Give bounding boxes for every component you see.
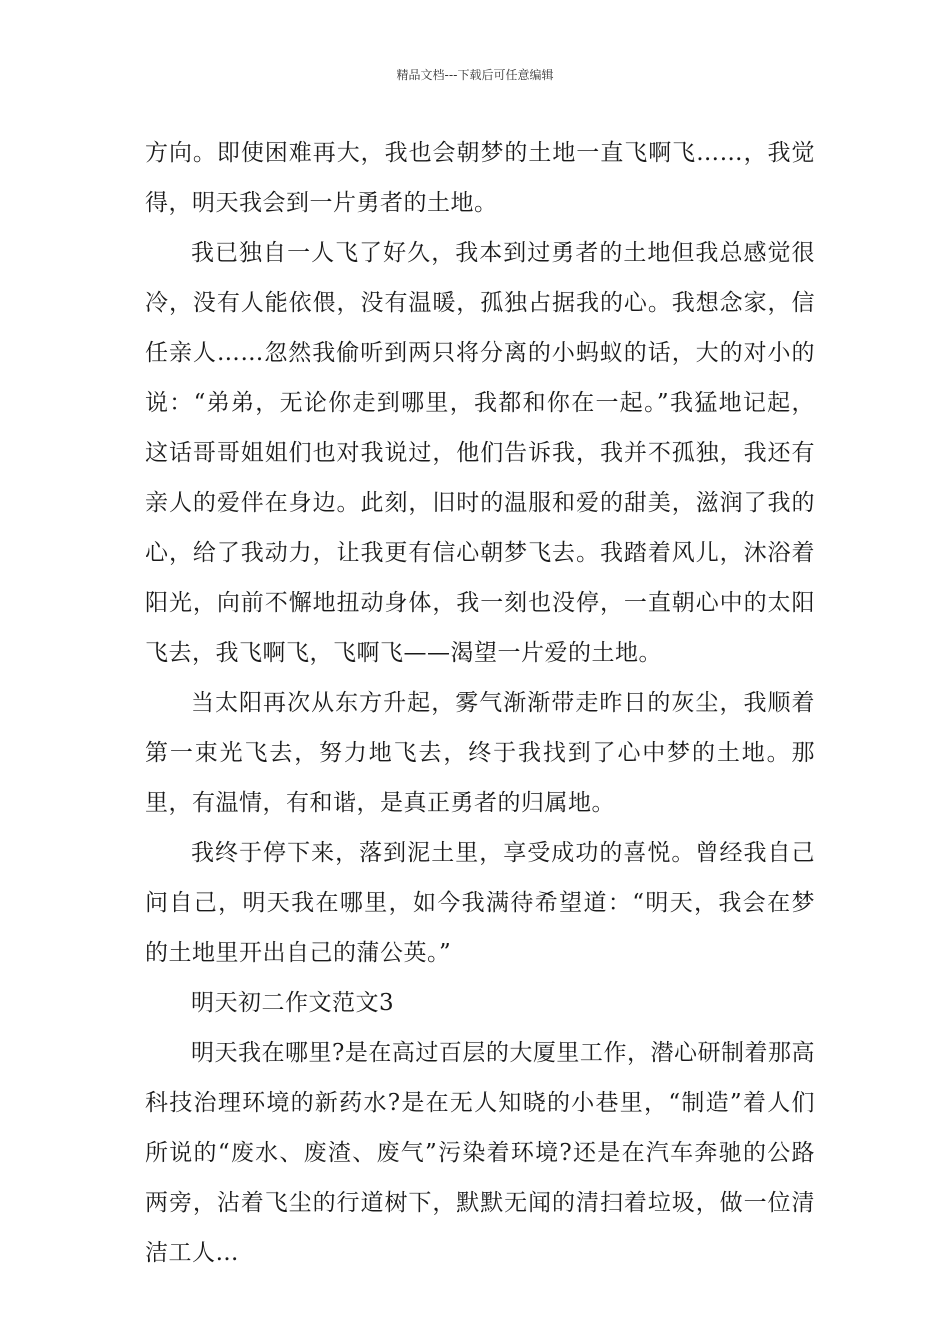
paragraph: 我终于停下来，落到泥土里，享受成功的喜悦。曾经我自己问自己，明天我在哪里，如今我满待希望道：“明天，我会在梦的土地里开出自己的蒲公英。” bbox=[145, 840, 815, 966]
section-heading: 明天初二作文范文3 bbox=[191, 990, 395, 1016]
paragraph: 当太阳再次从东方升起，雾气渐渐带走昨日的灰尘，我顺着第一束光飞去，努力地飞去，终于我找到了心中梦的土地。那里，有温情，有和谐，是真正勇者的归属地。 bbox=[145, 690, 815, 816]
page-header: 精品文档---下载后可任意编辑 bbox=[396, 68, 554, 82]
document-body bbox=[145, 128, 815, 1278]
paragraph: 方向。即使困难再大，我也会朝梦的土地一直飞啊飞……，我觉得，明天我会到一片勇者的土地。 bbox=[145, 140, 815, 216]
paragraph: 明天我在哪里?是在高过百层的大厦里工作，潜心研制着那高科技治理环境的新药水?是在无人知晓的小巷里，“制造”着人们所说的“废水、废渣、废气”污染着环境?还是在汽车奔驰的公路两旁，沾着飞尘的行道树下，默默无闻的清扫着垃圾，做一位清洁工人… bbox=[145, 1040, 815, 1266]
paragraph: 我已独自一人飞了好久，我本到过勇者的土地但我总感觉很冷，没有人能依偎，没有温暖，孤独占据我的心。我想念家，信任亲人……忽然我偷听到两只将分离的小蚂蚁的话，大的对小的说：“弟弟，无论你走到哪里，我都和你在一起。”我猛地记起，这话哥哥姐姐们也对我说过，他们告诉我，我并不孤独，我还有亲人的爱伴在身边。此刻，旧时的温服和爱的甜美，滋润了我的心，给了我动力，让我更有信心朝梦飞去。我踏着风儿，沐浴着阳光，向前不懈地扭动身体，我一刻也没停，一直朝心中的太阳飞去，我飞啊飞，飞啊飞——渴望一片爱的土地。 bbox=[145, 240, 815, 666]
